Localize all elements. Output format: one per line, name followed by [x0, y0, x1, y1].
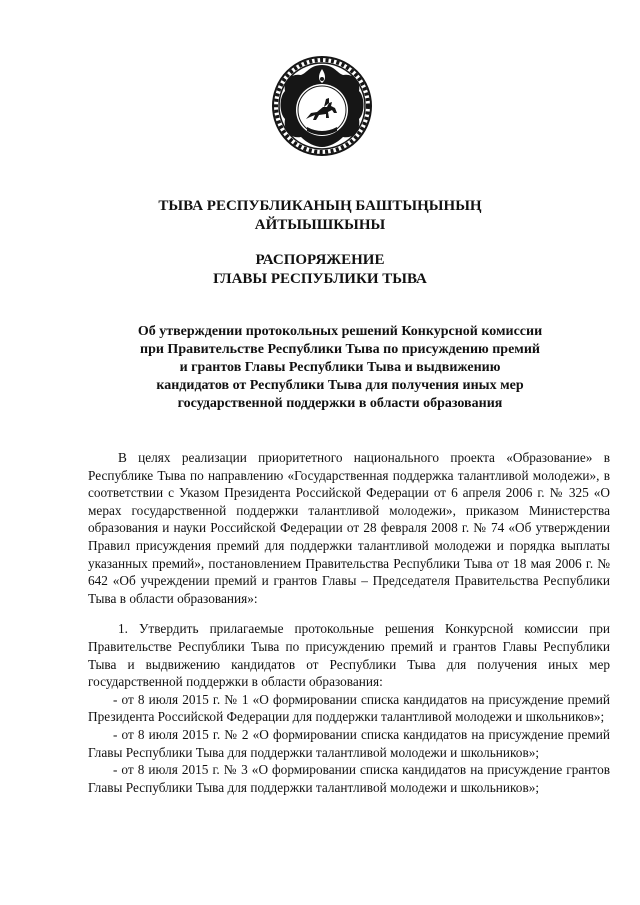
order-subject-line: и грантов Главы Республики Тыва и выдвижению: [179, 360, 501, 375]
preamble-paragraph: В целях реализации приоритетного национального проекта «Образование» в Республике Тыва по направлению «Государственная поддержка талантливой молодежи», в соответствии с Указом Президента Российской Федерации от 6 апреля 2006 г. № 325 «О мерах государственной поддержки талантливой молодежи», приказом Министерства образования и науки Российской Федерации от 28 февраля 2008 г. № 74 «Об утверждении Правил присуждения премий для поддержки талантливой молодежи и порядка выплаты указанных премий», постановлением Правительства Республики Тыва от 18 мая 2006 г. № 642 «Об учреждении премий и грантов Главы – Председателя Правительства Республики Тыва в области образования»:: [88, 450, 610, 606]
order-subject-line: при Правительстве Республики Тыва по присуждению премий: [140, 342, 540, 357]
sub-item-1: - от 8 июля 2015 г. № 1 «О формировании списка кандидатов на присуждение премий Президента Российской Федерации для поддержки талантливой молодежи и школьников»;: [88, 691, 610, 725]
item-1-paragraph: 1. Утвердить прилагаемые протокольные решения Конкурсной комиссии при Правительстве Республики Тыва по присуждению премий и грантов Главы Республики Тыва и выдвижению кандидатов от Республики Тыва для получения иных мер государственной поддержки в области образования:: [88, 621, 610, 690]
order-subject-line: государственной поддержки в области образования: [177, 396, 503, 411]
sub-item-2: - от 8 июля 2015 г. № 2 «О формировании списка кандидатов на присуждение премий Главы Республики Тыва для поддержки талантливой молодежи и школьников»;: [88, 726, 610, 760]
order-subject-line: Об утверждении протокольных решений Конкурсной комиссии: [137, 324, 543, 339]
document-body: [88, 449, 610, 796]
order-subject-line: кандидатов от Республики Тыва для получения иных мер: [156, 378, 524, 393]
sub-item-3: - от 8 июля 2015 г. № 3 «О формировании списка кандидатов на присуждение грантов Главы Республики Тыва для поддержки талантливой молодежи и школьников»;: [88, 762, 610, 795]
tuva-coat-of-arms-icon: [271, 55, 373, 157]
tuvan-title-line-1: ТЫВА РЕСПУБЛИКАНЫҢ БАШТЫҢЫНЫҢ: [158, 198, 482, 214]
document-issuer: ГЛАВЫ РЕСПУБЛИКИ ТЫВА: [213, 271, 427, 287]
russian-title: [0, 251, 640, 289]
order-subject: [100, 323, 580, 413]
tuvan-title: [0, 197, 640, 235]
document-type: РАСПОРЯЖЕНИЕ: [255, 252, 385, 268]
tuvan-title-line-2: АЙТЫЫШКЫНЫ: [254, 217, 386, 233]
